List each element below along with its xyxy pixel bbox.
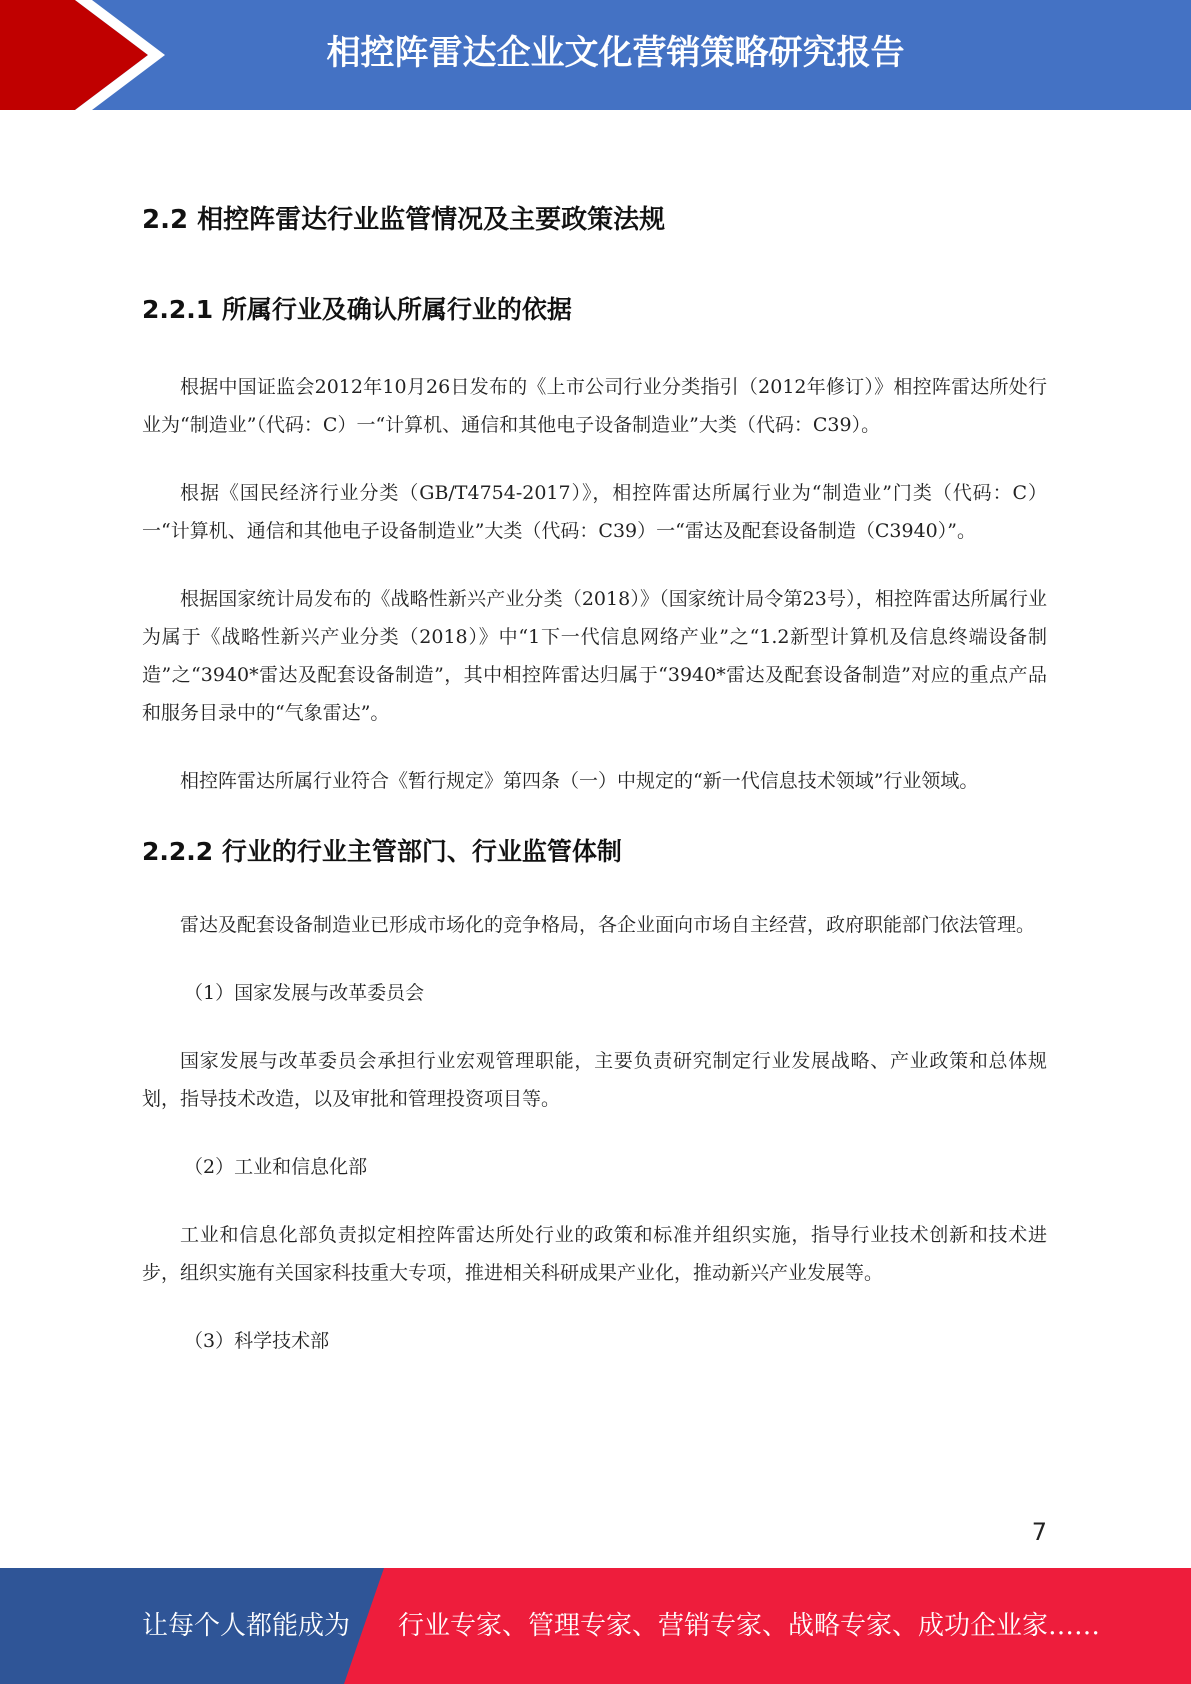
- report-title: 相控阵雷达企业文化营销策略研究报告: [326, 33, 905, 73]
- footer-slogan-right: 行业专家、管理专家、营销专家、战略专家、成功企业家……: [398, 1611, 1101, 1641]
- subsection-heading-1: 2.2.1 所属行业及确认所属行业的依据: [142, 295, 572, 324]
- paragraph: 国家发展与改革委员会承担行业宏观管理职能，主要负责研究制定行业发展战略、产业政策和总体规划，指导技术改造，以及审批和管理投资项目等。: [142, 1050, 1047, 1110]
- paragraph: 相控阵雷达所属行业符合《暂行规定》第四条（一）中规定的“新一代信息技术领域”行业领域。: [180, 770, 979, 792]
- paragraph: 根据《国民经济行业分类（GB/T4754-2017）》，相控阵雷达所属行业为“制造业”门类（代码：C）一“计算机、通信和其他电子设备制造业”大类（代码：C39）一“雷达及配套设备制造（C3940）”。: [142, 482, 1047, 542]
- subsection-heading-2: 2.2.2 行业的行业主管部门、行业监管体制: [142, 837, 622, 866]
- footer-slogan-left: 让每个人都能成为: [142, 1611, 351, 1641]
- paragraph: 工业和信息化部负责拟定相控阵雷达所处行业的政策和标准并组织实施，指导行业技术创新和技术进步，组织实施有关国家科技重大专项，推进相关科研成果产业化，推动新兴产业发展等。: [142, 1224, 1047, 1284]
- footer-banner: [0, 1568, 1191, 1684]
- document-body: [142, 196, 1047, 1360]
- section-heading: 2.2 相控阵雷达行业监管情况及主要政策法规: [142, 205, 666, 235]
- list-item-label: （3）科学技术部: [184, 1330, 330, 1352]
- paragraph: 雷达及配套设备制造业已形成市场化的竞争格局，各企业面向市场自主经营，政府职能部门依法管理。: [180, 914, 1036, 936]
- list-item-label: （2）工业和信息化部: [184, 1156, 368, 1178]
- paragraph: 根据中国证监会2012年10月26日发布的《上市公司行业分类指引（2012年修订）》相控阵雷达所处行业为“制造业”（代码：C）一“计算机、通信和其他电子设备制造业”大类（代码：C39）。: [142, 376, 1047, 436]
- page-number: 7: [1031, 1518, 1047, 1546]
- paragraph: 根据国家统计局发布的《战略性新兴产业分类（2018）》（国家统计局令第23号），相控阵雷达所属行业为属于《战略性新兴产业分类（2018）》中“1下一代信息网络产业”之“1.2新型计算机及信息终端设备制造”之“3940*雷达及配套设备制造”，其中相控阵雷达归属于“3940*雷达及配套设备制造”对应的重点产品和服务目录中的“气象雷达”。: [142, 588, 1047, 724]
- list-item-label: （1）国家发展与改革委员会: [184, 982, 425, 1004]
- header-banner: [0, 0, 1191, 110]
